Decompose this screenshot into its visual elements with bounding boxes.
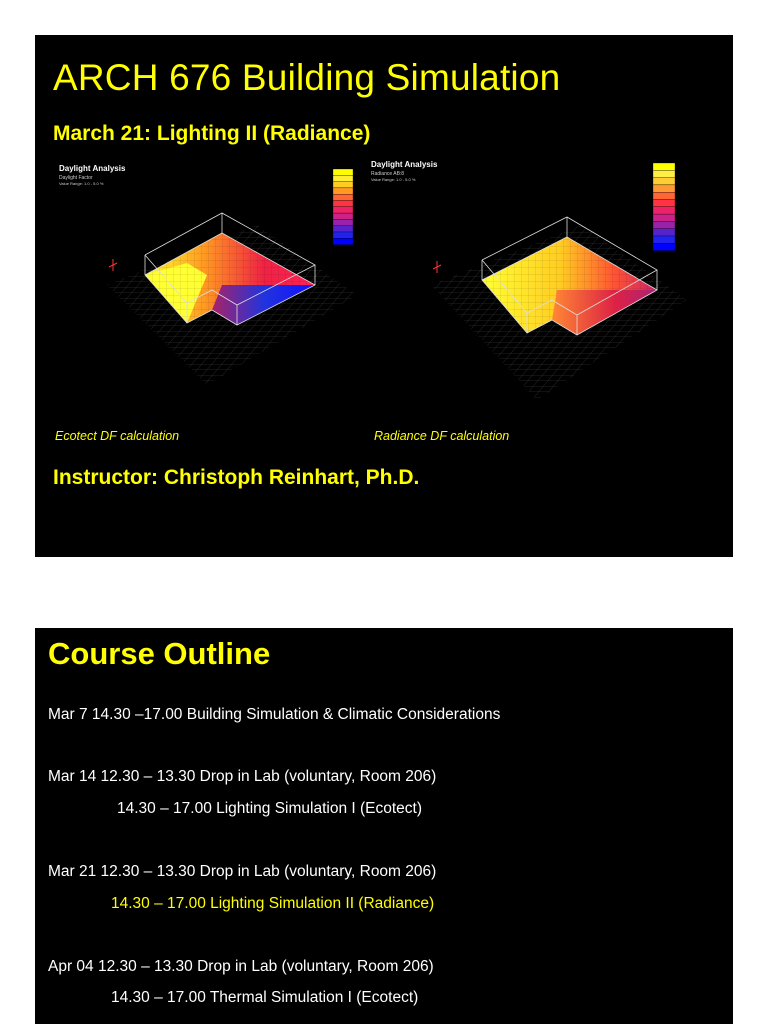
ecotect-daylight-image xyxy=(47,155,369,417)
title-slide xyxy=(35,35,733,557)
scale-swatch xyxy=(653,185,675,192)
scale-swatch xyxy=(333,194,353,200)
outline-line-highlighted: 14.30 – 17.00 Lighting Simulation II (Radiance) xyxy=(111,895,435,912)
scale-swatch xyxy=(333,182,353,188)
scale-swatch xyxy=(653,178,675,185)
scale-swatch xyxy=(333,207,353,213)
course-outline-slide xyxy=(35,628,733,1024)
scale-swatch xyxy=(653,229,675,236)
left-image-sub2: Value Range: 1.0 - 5.0 % xyxy=(59,181,104,186)
scale-swatch xyxy=(653,207,675,214)
right-image-sub1: Radiance AB:8 xyxy=(371,171,405,177)
right-image-heading: Daylight Analysis xyxy=(371,160,438,169)
instructor-line: Instructor: Christoph Reinhart, Ph.D. xyxy=(53,466,420,489)
scale-swatch xyxy=(333,175,353,181)
outline-line: Mar 14 12.30 – 13.30 Drop in Lab (voluntary, Room 206) xyxy=(48,768,437,785)
ecotect-caption: Ecotect DF calculation xyxy=(55,429,180,443)
scale-swatch xyxy=(333,232,353,238)
scale-swatch xyxy=(653,192,675,199)
slide-title: Course Outline xyxy=(48,636,271,671)
scale-swatch xyxy=(653,243,675,250)
outline-line: 14.30 – 17.00 Lighting Simulation I (Ecotect) xyxy=(117,800,423,817)
scale-swatch xyxy=(333,226,353,232)
left-image-heading: Daylight Analysis xyxy=(59,164,126,173)
scale-swatch xyxy=(333,238,353,244)
slide-subtitle: March 21: Lighting II (Radiance) xyxy=(53,122,371,145)
radiance-daylight-image xyxy=(367,155,695,417)
right-image-sub2: Value Range: 1.0 - 5.0 % xyxy=(371,177,416,182)
scale-swatch xyxy=(653,236,675,243)
scale-swatch xyxy=(653,221,675,228)
scale-swatch xyxy=(653,214,675,221)
left-color-scale xyxy=(333,169,353,245)
radiance-caption: Radiance DF calculation xyxy=(374,429,510,443)
scale-swatch xyxy=(653,170,675,177)
scale-swatch xyxy=(653,200,675,207)
scale-swatch xyxy=(333,213,353,219)
scale-swatch xyxy=(333,201,353,207)
outline-line: Apr 04 12.30 – 13.30 Drop in Lab (voluntary, Room 206) xyxy=(48,958,434,975)
outline-line: Mar 7 14.30 –17.00 Building Simulation & Climatic Considerations xyxy=(48,706,501,723)
scale-swatch xyxy=(333,219,353,225)
left-image-sub1: Daylight Factor xyxy=(59,175,93,181)
outline-line: 14.30 – 17.00 Thermal Simulation I (Ecotect) xyxy=(111,989,419,1006)
slide-title: ARCH 676 Building Simulation xyxy=(53,57,561,98)
right-color-scale xyxy=(653,163,675,251)
scale-swatch xyxy=(653,163,675,170)
scale-swatch xyxy=(333,169,353,175)
outline-line: Mar 21 12.30 – 13.30 Drop in Lab (voluntary, Room 206) xyxy=(48,863,437,880)
scale-swatch xyxy=(333,188,353,194)
